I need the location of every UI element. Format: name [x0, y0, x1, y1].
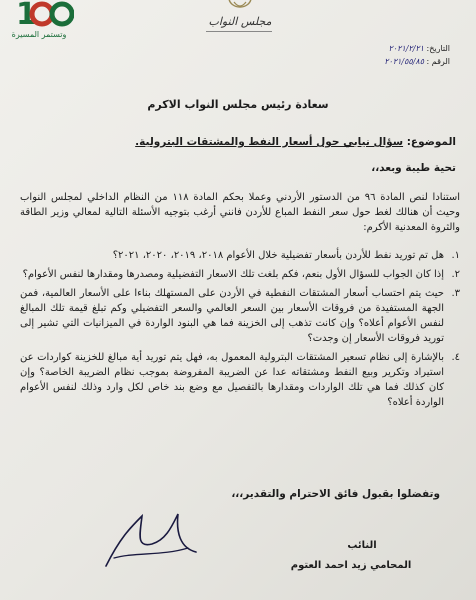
- addressee: سعادة رئيس مجلس النواب الاكرم: [147, 98, 329, 111]
- header-divider: [206, 31, 272, 32]
- date-value: ٢٠٢١/٢/٢١: [388, 44, 424, 53]
- date-label: التاريخ:: [426, 44, 450, 53]
- closing-line: وتفضلوا بقبول فائق الاحترام والتقدير،،،: [231, 488, 440, 500]
- question-text: حيث يتم احتساب أسعار المشتقات النفطية في الأردن على المستهلك بناءا على الأسعار العالمية، فمن الجهة المستفيدة من فروقات الأسعار بين السعر العالمي والسعر التفضيلي وكم تبلغ قيمة تلك المبالغ لنفس الأعوام أعلاه؟ وإن كانت تذهب إلى الخزينة فما هي البنود الواردة في الميزانيات التي تشير إلى توريد فروقات الأسعار إن وجدت؟: [20, 288, 444, 344]
- date-block: [330, 42, 450, 68]
- question-text: بالإشارة إلى نظام تسعير المشتقات البترولية المعمول به، فهل يتم توريد أية مبالغ للخزينة كواردات عن استيراد وتكرير وبيع النفط ومشتقاته عدا عن الضريبة المفروضة بموجب نظام الضريبة الخاصة؟ وإن كان كذلك فما هي تلك الواردات ومقدارها بالتفصيل مع وضع بند خاص لكل وارد وذلك لنفس الأعوام الواردة أعلاه؟: [20, 352, 444, 408]
- crest-icon: [226, 0, 254, 10]
- svg-text:1: 1: [16, 0, 37, 32]
- signature-icon: [96, 508, 206, 578]
- question-text: هل تم توريد نفط للأردن بأسعار تفضيلية خلال الأعوام ٢٠١٨، ٢٠١٩، ٢٠٢٠، ٢٠٢١؟: [112, 250, 444, 261]
- question-item: [20, 350, 460, 410]
- question-number: ٣.: [451, 288, 460, 299]
- header-org-name: مجلس النواب: [208, 15, 272, 28]
- intro-paragraph: استنادا لنص المادة ٩٦ من الدستور الأردني وعملا بحكم المادة ١١٨ من النظام الداخلي لمجلس النواب وحيث أن هنالك لغط حول سعر النفط المباع للأردن فانني أرغب بتوجيه الأسئلة التالية لمعالي وزير الطاقة والثروة المعدنية الأكرم:: [20, 192, 461, 233]
- question-number: ١.: [451, 250, 460, 261]
- reference-label: الرقم :: [426, 57, 450, 66]
- question-text: إذا كان الجواب للسؤال الأول بنعم، فكم بلغت تلك الاسعار التفضيلية ومصدرها ومقدارها لنفس الأعوام؟: [22, 269, 444, 280]
- question-item: [20, 286, 460, 346]
- greeting: تحية طيبة وبعد،،: [371, 162, 456, 174]
- subject-line: [26, 136, 456, 148]
- reference-line: [330, 55, 450, 68]
- subject-text: سؤال نيابي حول أسعار النفط والمشتقات البترولية.: [135, 136, 404, 148]
- date-line: [330, 42, 450, 55]
- question-item: [20, 267, 460, 282]
- question-list: [20, 248, 460, 414]
- logo-caption: وتستمر المسيرة: [11, 30, 67, 39]
- question-number: ٢.: [451, 269, 460, 280]
- reference-value: ٢٠٢١/٥٥/٨٥: [384, 57, 424, 66]
- subject-label: الموضوع:: [406, 136, 456, 148]
- signer-title: النائب: [347, 540, 377, 551]
- signer-name: المحامي زيد احمد العتوم: [290, 560, 412, 571]
- question-number: ٤.: [451, 352, 460, 363]
- question-item: [20, 248, 460, 263]
